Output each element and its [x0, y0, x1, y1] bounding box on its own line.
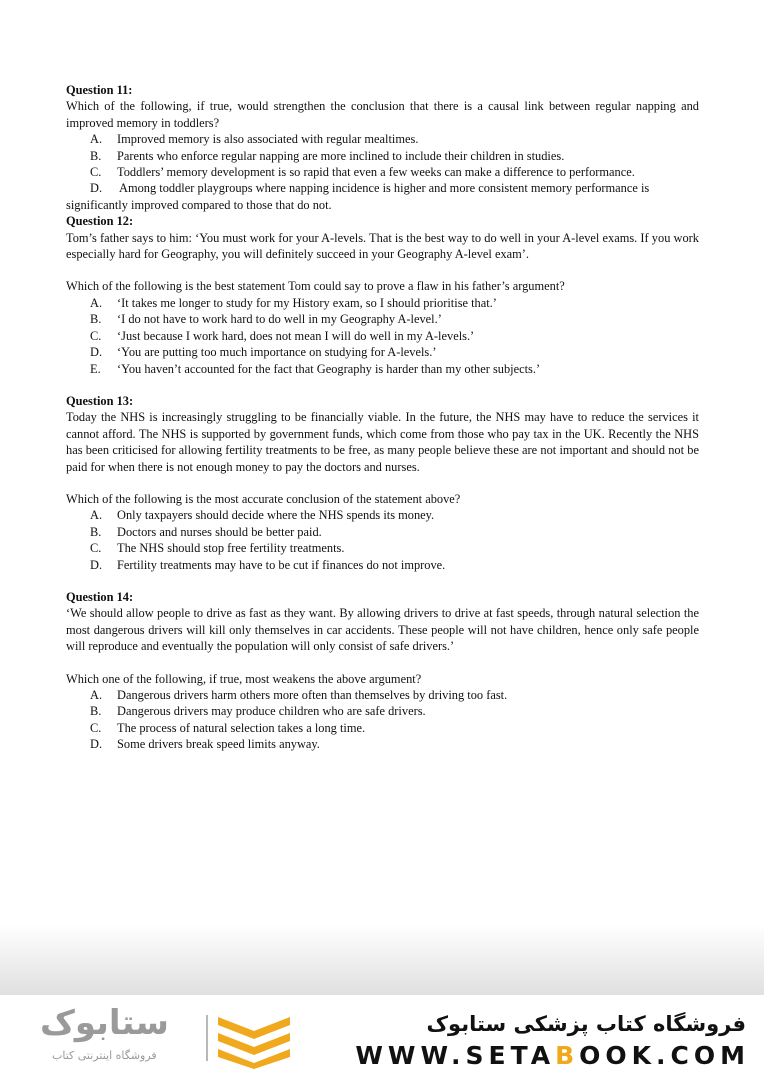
question-14-option-c [66, 720, 699, 736]
spacer [66, 377, 699, 393]
spacer [66, 475, 699, 491]
option-text: Improved memory is also associated with regular mealtimes. [117, 132, 419, 147]
option-text: ‘You are putting too much importance on studying for A-levels.’ [117, 345, 437, 360]
option-letter: A. [90, 508, 103, 523]
option-text: ‘Just because I work hard, does not mean I will do well in my A-levels.’ [117, 328, 475, 343]
question-12-heading: Question 12: [66, 214, 134, 229]
question-14-stem: ‘We should allow people to drive as fast as they want. By allowing drivers to drive at fast speeds, through natural selection the most dangerous drivers will kill only themselves in car accidents. These people will not have children, hence only safe people will reproduce and eventually the population will only consist of safe drivers.’ [66, 606, 699, 654]
question-11-option-a [66, 131, 699, 147]
question-12-stem: Tom’s father says to him: ‘You must work for your A-levels. That is the best way to do well in your A-level exams. If you work especially hard for Geography, you will definitely succeed in your Geography A-level exam’. [66, 230, 699, 262]
option-text: Dangerous drivers harm others more often than themselves by driving too fast. [117, 688, 508, 702]
option-letter: A. [90, 295, 103, 310]
option-text: ‘It takes me longer to study for my History exam, so I should prioritise that.’ [117, 295, 497, 310]
logo-wordmark: ستابوک [40, 1003, 169, 1043]
question-14-heading: Question 14: [66, 589, 134, 604]
spacer [66, 655, 699, 671]
option-letter: A. [90, 688, 103, 702]
option-text: Some drivers break speed limits anyway. [117, 737, 320, 752]
option-letter: C. [90, 541, 102, 556]
option-letter: D. [90, 181, 103, 196]
option-letter: D. [90, 737, 103, 752]
option-text: The process of natural selection takes a long time. [117, 720, 366, 735]
option-letter: D. [90, 557, 103, 572]
option-text: ‘I do not have to work hard to do well in my Geography A-level.’ [117, 312, 442, 327]
option-letter: C. [90, 720, 102, 735]
question-12-option-b [66, 311, 699, 327]
logo-tagline: فروشگاه اینترنتی کتاب [52, 1049, 157, 1062]
question-11-stem: Which of the following, if true, would strengthen the conclusion that there is a causal link between regular napping and improved memory in toddlers? [66, 99, 699, 130]
question-11-option-d [66, 180, 699, 213]
logo-divider [206, 1015, 208, 1061]
spacer [66, 573, 699, 589]
question-11-heading: Question 11: [66, 83, 133, 97]
website-url[interactable] [355, 1041, 750, 1070]
spacer [66, 262, 699, 278]
question-14-option-b [66, 703, 699, 719]
question-14-option-d [66, 736, 699, 752]
option-text: Doctors and nurses should be better paid. [117, 524, 322, 539]
question-13-option-b [66, 524, 699, 540]
book-stack-logo-icon [214, 1009, 294, 1069]
option-letter: B. [90, 704, 102, 719]
url-accent-letter: B [555, 1041, 580, 1070]
question-13-option-c [66, 540, 699, 556]
question-12-option-d [66, 344, 699, 360]
question-13-prompt: Which of the following is the most accurate conclusion of the statement above? [66, 491, 461, 506]
option-letter: B. [90, 148, 102, 163]
option-letter: B. [90, 312, 102, 327]
option-text: Only taxpayers should decide where the NHS spends its money. [117, 508, 435, 523]
option-text: Parents who enforce regular napping are more inclined to include their children in studies. [117, 148, 565, 163]
option-letter: B. [90, 524, 102, 539]
question-13-heading: Question 13: [66, 393, 134, 408]
publisher-footer [0, 995, 764, 1080]
question-13-option-a [66, 507, 699, 523]
question-12-option-e [66, 361, 699, 377]
page-bottom-shadow [0, 925, 764, 995]
question-12-option-a [66, 295, 699, 311]
questions-content [66, 82, 699, 753]
option-text: Among toddler playgroups where napping incidence is higher and more consistent memory performance is significantly improved compared to those that do not. [66, 181, 650, 212]
option-letter: E. [90, 361, 101, 376]
question-11-option-b [66, 148, 699, 164]
question-11-option-c [66, 164, 699, 180]
option-letter: C. [90, 328, 102, 343]
url-part: WWW.SETA [355, 1041, 556, 1070]
question-12-prompt: Which of the following is the best statement Tom could say to prove a flaw in his father’s argument? [66, 279, 565, 294]
option-letter: D. [90, 345, 103, 360]
option-text: Toddlers’ memory development is so rapid that even a few weeks can make a difference to performance. [117, 165, 635, 180]
question-14-option-a [66, 687, 699, 703]
question-13-stem: Today the NHS is increasingly struggling to be financially viable. In the future, the NHS may have to reduce the services it cannot afford. The NHS is supported by government funds, which come from those who pay tax in the UK. Recently the NHS has been criticised for allowing fertility treatments to be free, as many people believe these are not important and should not be paid for when there is not enough money to pay the doctors and nurses. [66, 410, 699, 474]
url-part: OOK.COM [579, 1041, 750, 1070]
question-14-prompt: Which one of the following, if true, most weakens the above argument? [66, 671, 422, 686]
setabook-logo[interactable] [40, 1003, 190, 1073]
question-12-option-c [66, 328, 699, 344]
option-letter: C. [90, 165, 102, 180]
option-letter: A. [90, 132, 103, 147]
question-13-option-d [66, 557, 699, 573]
option-text: Dangerous drivers may produce children who are safe drivers. [117, 704, 426, 719]
option-text: Fertility treatments may have to be cut if finances do not improve. [117, 557, 446, 572]
option-text: The NHS should stop free fertility treatments. [117, 541, 345, 556]
store-name: فروشگاه کتاب پزشکی ستابوک [426, 1012, 746, 1036]
option-text: ‘You haven’t accounted for the fact that Geography is harder than my other subjects.’ [117, 361, 541, 376]
